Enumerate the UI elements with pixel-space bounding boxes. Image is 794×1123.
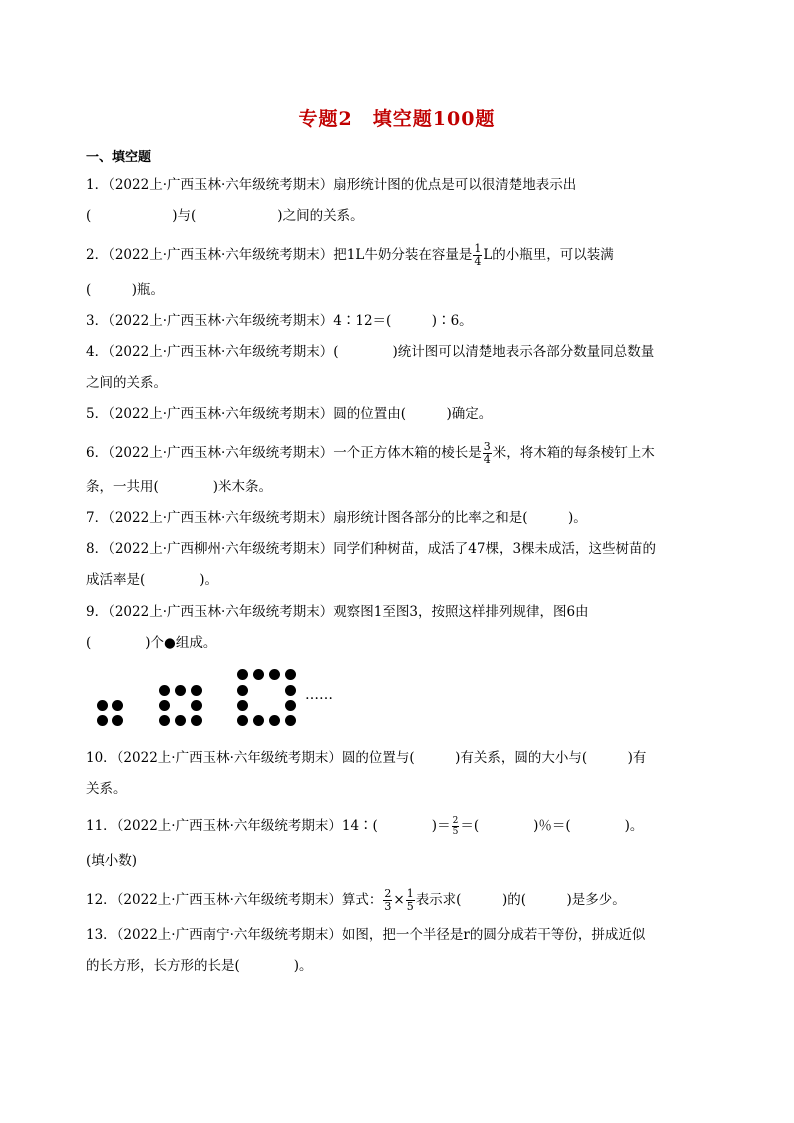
dot (253, 715, 264, 726)
q12-numerator-1: 2 (384, 887, 392, 900)
q12-line (86, 888, 626, 913)
dot (237, 700, 248, 711)
q6-line2: 条，一共用( )米木条。 (86, 479, 273, 495)
dot-pattern-figures (95, 667, 355, 729)
dot (175, 685, 186, 696)
q9-line1: 9．（2022上·广西玉林·六年级统考期末）观察图1至图3，按照这样排列规律，图6由 (86, 604, 589, 620)
q11-numerator: 2 (452, 816, 459, 826)
figure-ellipsis: …… (305, 687, 333, 703)
q2-numerator: 1 (474, 242, 482, 255)
q11-line1 (86, 816, 643, 837)
q12-numerator-2: 1 (406, 887, 414, 900)
q6-fraction (483, 441, 492, 466)
q12-times: × (393, 892, 405, 908)
q8-line2: 成活率是( )。 (86, 572, 219, 588)
q6-text-a: 6．（2022上·广西玉林·六年级统考期末）一个正方体木箱的棱长是 (86, 445, 482, 461)
q2-fraction (473, 243, 482, 268)
q8-line1: 8．（2022上·广西柳州·六年级统考期末）同学们种树苗，成活了47棵，3棵未成活，这些树苗的 (86, 541, 657, 557)
dot (237, 685, 248, 696)
q10-line1: 10．（2022上·广西玉林·六年级统考期末）圆的位置与( )有关系，圆的大小与( )有 (86, 750, 647, 766)
q1-line1: 1．（2022上·广西玉林·六年级统考期末）扇形统计图的优点是可以很清楚地表示出 (86, 177, 577, 193)
q2-text-b: L的小瓶里，可以装满 (483, 247, 614, 263)
q11-line2: (填小数) (86, 853, 138, 869)
dot (269, 669, 280, 680)
q6-numerator: 3 (483, 440, 491, 453)
dot (97, 700, 108, 711)
dot (191, 715, 202, 726)
dot (112, 715, 123, 726)
q13-line2: 的长方形，长方形的长是( )。 (86, 958, 313, 974)
dot (237, 715, 248, 726)
dot (285, 715, 296, 726)
q12-fraction-2 (406, 888, 415, 913)
q11-fraction (452, 816, 460, 837)
q3-line: 3．（2022上·广西玉林·六年级统考期末）4∶12＝( )∶6。 (86, 313, 473, 329)
q9-line2: ( )个●组成。 (86, 635, 217, 651)
q12-fraction-1 (383, 888, 392, 913)
q12-text-b: 表示求( )的( )是多少。 (415, 892, 626, 908)
dot (112, 700, 123, 711)
q10-line2: 关系。 (86, 781, 127, 797)
dot (285, 700, 296, 711)
q2-denominator: 4 (474, 255, 482, 268)
q12-denominator-2: 5 (406, 900, 414, 913)
q12-denominator-1: 3 (384, 900, 392, 913)
dot (175, 715, 186, 726)
dot (159, 700, 170, 711)
q6-line1 (86, 441, 655, 466)
q1-line2: ( )与( )之间的关系。 (86, 208, 364, 224)
dot (191, 700, 202, 711)
q4-line1: 4．（2022上·广西玉林·六年级统考期末）( )统计图可以清楚地表示各部分数量同总数量 (86, 344, 655, 360)
page-title: 专题2 填空题100题 (298, 108, 496, 130)
section-heading: 一、填空题 (86, 150, 152, 165)
q13-line1: 13．（2022上·广西南宁·六年级统考期末）如图，把一个半径是r的圆分成若干等份，拼成近似 (86, 927, 646, 943)
q2-line1 (86, 243, 614, 268)
q5-line: 5．（2022上·广西玉林·六年级统考期末）圆的位置由( )确定。 (86, 406, 493, 422)
dot (191, 685, 202, 696)
q11-text-a: 11．（2022上·广西玉林·六年级统考期末）14∶( )＝ (86, 818, 451, 834)
q11-denominator: 5 (452, 827, 459, 837)
q6-text-b: 米，将木箱的每条棱钉上木 (492, 445, 655, 461)
dot (253, 669, 264, 680)
q4-line2: 之间的关系。 (86, 375, 167, 391)
q12-text-a: 12．（2022上·广西玉林·六年级统考期末）算式： (86, 892, 383, 908)
dot (97, 715, 108, 726)
dot (237, 669, 248, 680)
dot (159, 715, 170, 726)
q2-text-a: 2．（2022上·广西玉林·六年级统考期末）把1L牛奶分装在容量是 (86, 247, 473, 263)
dot (285, 685, 296, 696)
dot (269, 715, 280, 726)
dot (285, 669, 296, 680)
q7-line: 7．（2022上·广西玉林·六年级统考期末）扇形统计图各部分的比率之和是( )。 (86, 510, 587, 526)
dot (159, 685, 170, 696)
q11-text-b: ＝( )％＝( )。 (460, 818, 644, 834)
q6-denominator: 4 (483, 453, 491, 466)
q2-line2: ( )瓶。 (86, 282, 165, 298)
